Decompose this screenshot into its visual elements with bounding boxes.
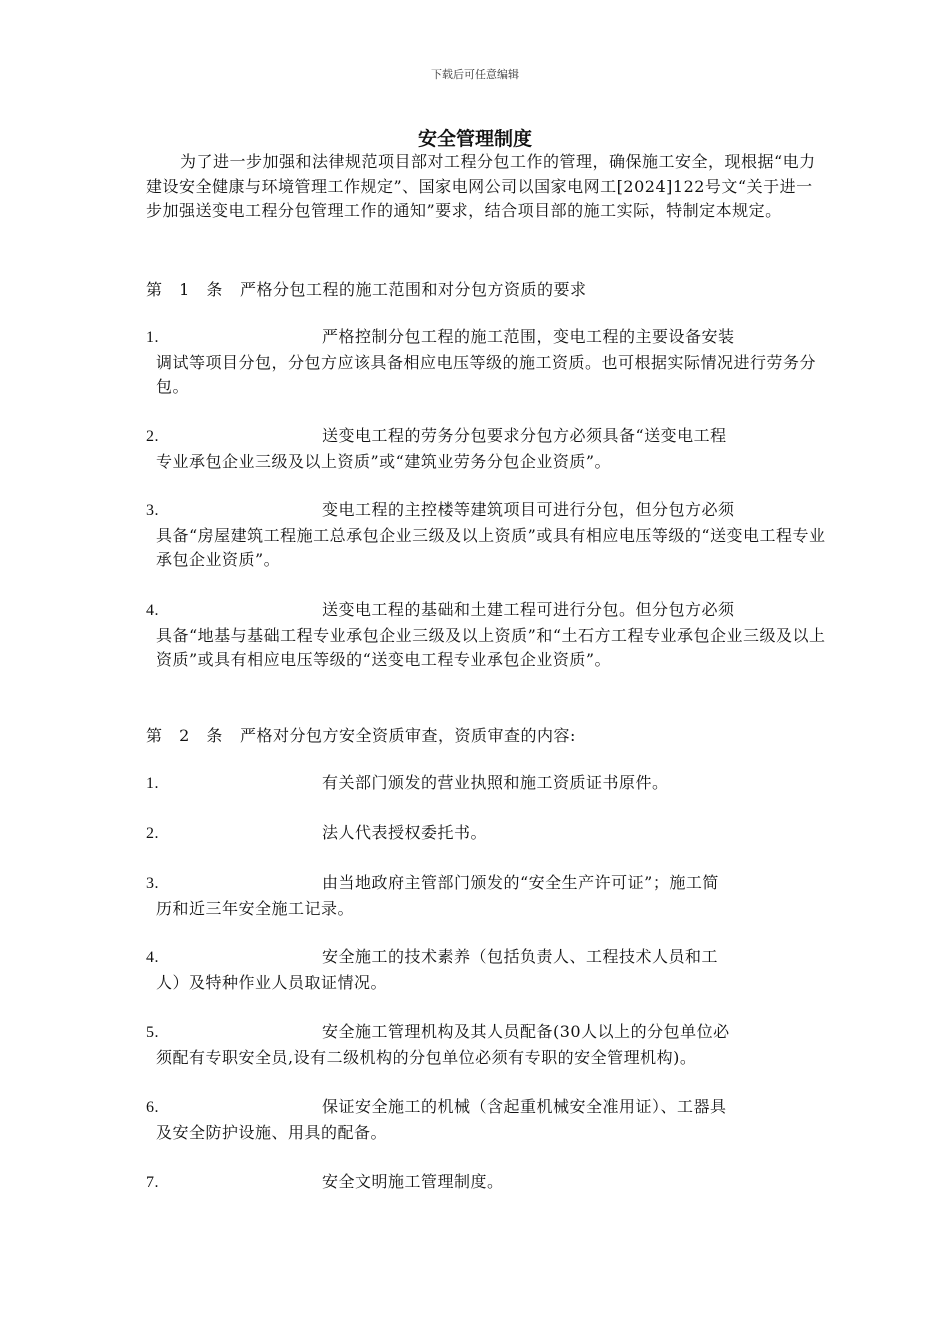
item-text-continued: 具备“房屋建筑工程施工总承包企业三级及以上资质”或具有相应电压等级的“送变电工程专业承包企业资质”。: [156, 525, 826, 569]
item-text-continued: 人）及特种作业人员取证情况。: [156, 972, 388, 992]
item-number: 7.: [146, 1174, 159, 1191]
item-text-continued: 须配有专职安全员,设有二级机构的分包单位必须有专职的安全管理机构)。: [156, 1047, 697, 1067]
item-text: 安全施工管理机构及其人员配备(30人以上的分包单位必: [322, 1022, 730, 1041]
item-number: 5.: [146, 1024, 159, 1041]
list-item: [146, 771, 826, 797]
article-number: 第 2 条: [146, 726, 229, 745]
list-item: [146, 1170, 826, 1196]
item-text: 法人代表授权委托书。: [322, 823, 488, 842]
item-text-continued: 具备“地基与基础工程专业承包企业三级及以上资质”和“土石方工程专业承包企业三级及以上资质”或具有相应电压等级的“送变电工程专业承包企业资质”。: [156, 625, 826, 669]
list-item: [146, 598, 826, 673]
list-item: [146, 1020, 826, 1070]
list-item: [146, 1095, 826, 1145]
item-text: 严格控制分包工程的施工范围，变电工程的主要设备安装: [322, 327, 735, 346]
item-text-continued: 调试等项目分包，分包方应该具备相应电压等级的施工资质。也可根据实际情况进行劳务分包。: [156, 352, 817, 396]
item-number: 6.: [146, 1099, 159, 1116]
item-text: 有关部门颁发的营业执照和施工资质证书原件。: [322, 773, 669, 792]
item-number: 1.: [146, 775, 159, 792]
item-text: 由当地政府主管部门颁发的“安全生产许可证”；施工简: [322, 873, 719, 892]
article-1-heading: [146, 277, 587, 300]
header-note: 下载后可任意编辑: [431, 68, 519, 81]
item-number: 4.: [146, 949, 159, 966]
item-number: 1.: [146, 329, 159, 346]
list-item: [146, 498, 826, 573]
item-number: 3.: [146, 875, 159, 892]
item-number: 2.: [146, 428, 159, 445]
item-text-continued: 历和近三年安全施工记录。: [156, 898, 355, 918]
list-item: [146, 945, 826, 995]
item-number: 3.: [146, 502, 159, 519]
item-text-continued: 及安全防护设施、用具的配备。: [156, 1122, 388, 1142]
item-text: 送变电工程的劳务分包要求分包方必须具备“送变电工程: [322, 426, 727, 445]
page-title: 安全管理制度: [417, 128, 532, 150]
article-title: 严格分包工程的施工范围和对分包方资质的要求: [240, 280, 587, 299]
item-number: 4.: [146, 602, 159, 619]
item-text: 保证安全施工的机械（含起重机械安全准用证）、工器具: [322, 1097, 727, 1116]
item-text: 送变电工程的基础和土建工程可进行分包。但分包方必须: [322, 600, 735, 619]
list-item: [146, 424, 826, 474]
list-item: [146, 871, 826, 921]
item-text: 安全施工的技术素养（包括负责人、工程技术人员和工: [322, 947, 719, 966]
item-number: 2.: [146, 825, 159, 842]
list-item: [146, 325, 826, 400]
article-title: 严格对分包方安全资质审查，资质审查的内容:: [240, 726, 576, 745]
article-2-heading: [146, 723, 576, 746]
item-text-continued: 专业承包企业三级及以上资质”或“建筑业劳务分包企业资质”。: [156, 451, 612, 471]
list-item: [146, 821, 826, 847]
intro-paragraph: 为了进一步加强和法律规范项目部对工程分包工作的管理，确保施工安全，现根据“电力建设安全健康与环境管理工作规定”、国家电网公司以国家电网工[2024]122号文“关于进一步加强送变电工程分包管理工作的通知”要求，结合项目部的施工实际，特制定本规定。: [146, 152, 816, 220]
item-text: 变电工程的主控楼等建筑项目可进行分包，但分包方必须: [322, 500, 735, 519]
item-text: 安全文明施工管理制度。: [322, 1172, 504, 1191]
article-number: 第 1 条: [146, 280, 229, 299]
